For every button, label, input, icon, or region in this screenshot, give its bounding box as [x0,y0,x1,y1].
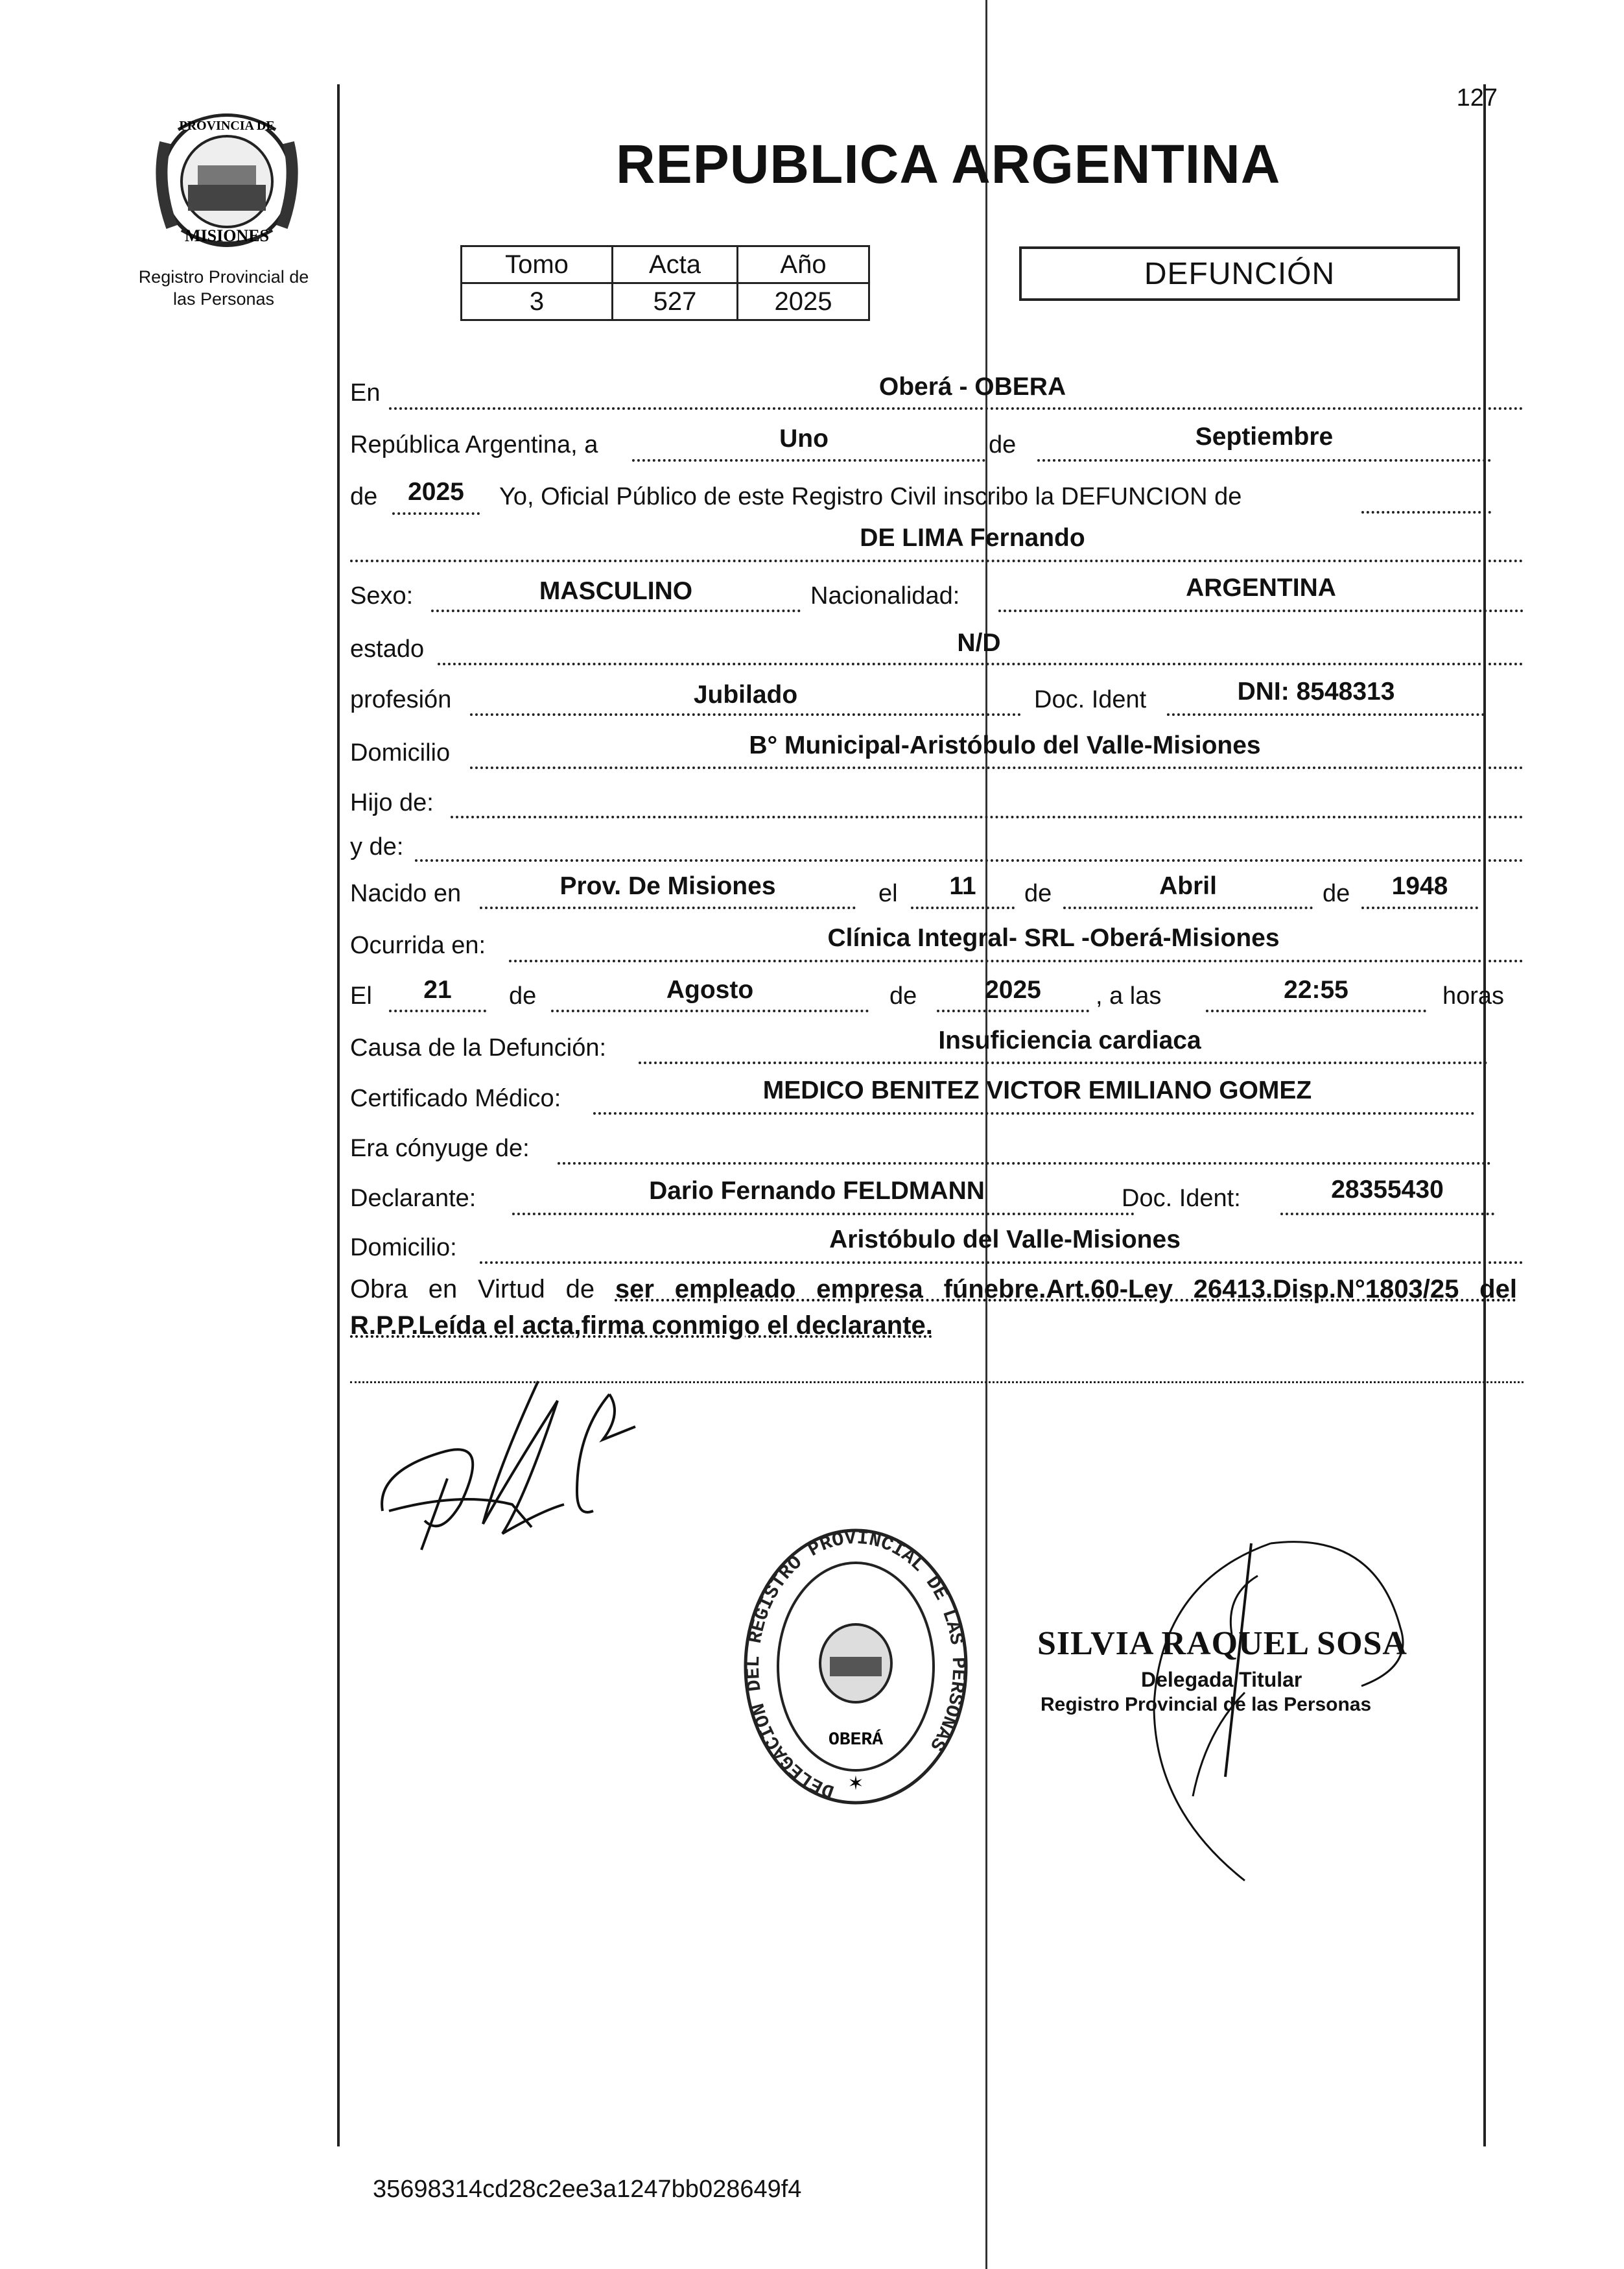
declarant-value: Dario Fernando FELDMANN [649,1177,985,1205]
dotted-line [937,1010,1089,1012]
seal-star-icon: ✶ [847,1772,864,1795]
label-ocurrida-en: Ocurrida en: [350,932,486,959]
dotted-line [1361,511,1491,514]
birth-day-value: 11 [949,872,976,900]
label-el: el [878,880,898,907]
label-en: En [350,379,381,407]
label-republica: República Argentina, a [350,431,598,458]
dotted-line [1206,1010,1426,1012]
right-margin-line [1483,84,1486,2146]
label-horas: horas [1442,982,1505,1010]
logo-bottom-text: MISIONES [184,226,270,245]
label-doc-ident: Doc. Ident [1034,686,1147,713]
dotted-line [632,459,985,462]
label-el: El [350,982,372,1010]
seal-ring-text: DELEGACION DEL REGISTRO PROVINCIAL DE LAS PERSONAS [742,1527,969,1802]
label-de: de [350,483,378,510]
dotted-line [639,1062,1488,1064]
label-estado: estado [350,636,425,663]
label-oficial: Yo, Oficial Público de este Registro Civil inscribo la DEFUNCION de [499,483,1242,510]
birth-month-value: Abril [1159,872,1217,900]
day-value: Uno [779,425,829,453]
acta-header: Acta [613,246,738,283]
dotted-line [551,1010,869,1012]
dotted-line [998,610,1524,612]
seal-city: OBERÁ [828,1730,884,1750]
deceased-name: DE LIMA Fernando [860,524,1085,552]
page-title: REPUBLICA ARGENTINA [616,134,1281,195]
dotted-line [470,766,1524,769]
label-de: de [889,982,917,1010]
label-nacido-en: Nacido en [350,880,462,907]
dotted-line [350,560,1524,562]
tomo-header: Tomo [462,246,613,283]
label-a-las: , a las [1096,982,1162,1010]
label-profesion: profesión [350,686,452,713]
dotted-line [1063,907,1313,909]
label-certificado: Certificado Médico: [350,1085,561,1112]
label-y-de: y de: [350,833,404,861]
dotted-line [1361,907,1478,909]
dotted-line [451,816,1524,818]
nationality-value: ARGENTINA [1186,574,1336,602]
label-de: de [1323,880,1350,907]
dotted-line [1280,1213,1494,1215]
dotted-line [1037,459,1491,462]
label-causa: Causa de la Defunción: [350,1034,607,1062]
record-type-box: DEFUNCIÓN [1019,246,1460,301]
place-value: Oberá - OBERA [878,373,1066,401]
month-value: Septiembre [1195,423,1334,451]
dotted-line [512,1213,1135,1215]
dotted-line [392,512,480,515]
acta-value: 527 [613,283,738,320]
dotted-line [1167,713,1485,716]
province-logo [152,104,301,253]
signatory-name: SILVIA RAQUEL SOSA [1037,1625,1407,1662]
declarant-signature [363,1375,661,1556]
dotted-line [389,407,1524,410]
dotted-line [438,663,1524,665]
anio-header: Año [738,246,869,283]
certificate-value: MEDICO BENITEZ VICTOR EMILIANO GOMEZ [762,1076,1312,1104]
sex-value: MASCULINO [539,577,693,605]
profession-value: Jubilado [693,681,798,709]
dotted-line [593,1112,1475,1115]
death-time-value: 22:55 [1284,976,1348,1004]
dotted-line [558,1162,1491,1165]
dotted-line [470,713,1021,716]
death-place-value: Clínica Integral- SRL -Oberá-Misiones [827,924,1280,952]
label-domicilio: Domicilio [350,739,451,766]
death-day-value: 21 [423,976,452,1004]
tomo-value: 3 [462,283,613,320]
doc-value: DNI: 8548313 [1237,678,1395,706]
signatory-registry: Registro Provincial de las Personas [1041,1694,1372,1715]
anio-value: 2025 [738,283,869,320]
label-domicilio: Domicilio: [350,1234,457,1261]
label-sexo: Sexo: [350,582,414,610]
label-de: de [989,431,1017,458]
dotted-line [415,859,1524,862]
label-declarante: Declarante: [350,1185,477,1212]
dotted-line [509,960,1524,962]
label-de: de [509,982,537,1010]
left-margin-line [337,84,340,2146]
document-hash: 35698314cd28c2ee3a1247bb028649f4 [373,2176,802,2203]
label-nacionalidad: Nacionalidad: [810,582,960,610]
declarant-address-value: Aristóbulo del Valle-Misiones [829,1226,1181,1253]
declarant-doc-value: 28355430 [1331,1176,1444,1204]
civil-status-value: N/D [957,629,1001,657]
death-year-value: 2025 [985,976,1041,1004]
year-value: 2025 [408,478,464,506]
page-number: 127 [1456,84,1498,112]
fold-line [985,0,987,2269]
label-hijo-de: Hijo de: [350,789,434,816]
record-index-table [460,245,870,321]
birthplace-value: Prov. De Misiones [559,872,776,900]
legal-basis-paragraph [350,1271,1517,1344]
official-seal [733,1517,979,1816]
legal-basis-value: ser empleado empresa fúnebre.Art.60-Ley 26413.Disp.N°1803/25 del R.P.P.Leída el acta,firma conmigo el declarante. [350,1275,1517,1340]
death-month-value: Agosto [666,976,754,1004]
registry-caption: Registro Provincial de las Personas [138,267,309,309]
dotted-line [389,1010,486,1012]
signatory-role: Delegada Titular [1141,1668,1302,1691]
dotted-line [480,1261,1524,1264]
logo-top-text: PROVINCIA DE [179,119,275,133]
label-obra: Obra en Virtud de [350,1275,595,1303]
label-doc-ident: Doc. Ident: [1122,1185,1241,1212]
cause-value: Insuficiencia cardiaca [938,1027,1201,1054]
label-de: de [1024,880,1052,907]
dotted-line [431,610,801,612]
label-conyuge: Era cónyuge de: [350,1135,530,1162]
dotted-line [480,907,856,909]
birth-year-value: 1948 [1391,872,1448,900]
address-value: B° Municipal-Aristóbulo del Valle-Misiones [749,731,1261,759]
dotted-line [911,907,1015,909]
